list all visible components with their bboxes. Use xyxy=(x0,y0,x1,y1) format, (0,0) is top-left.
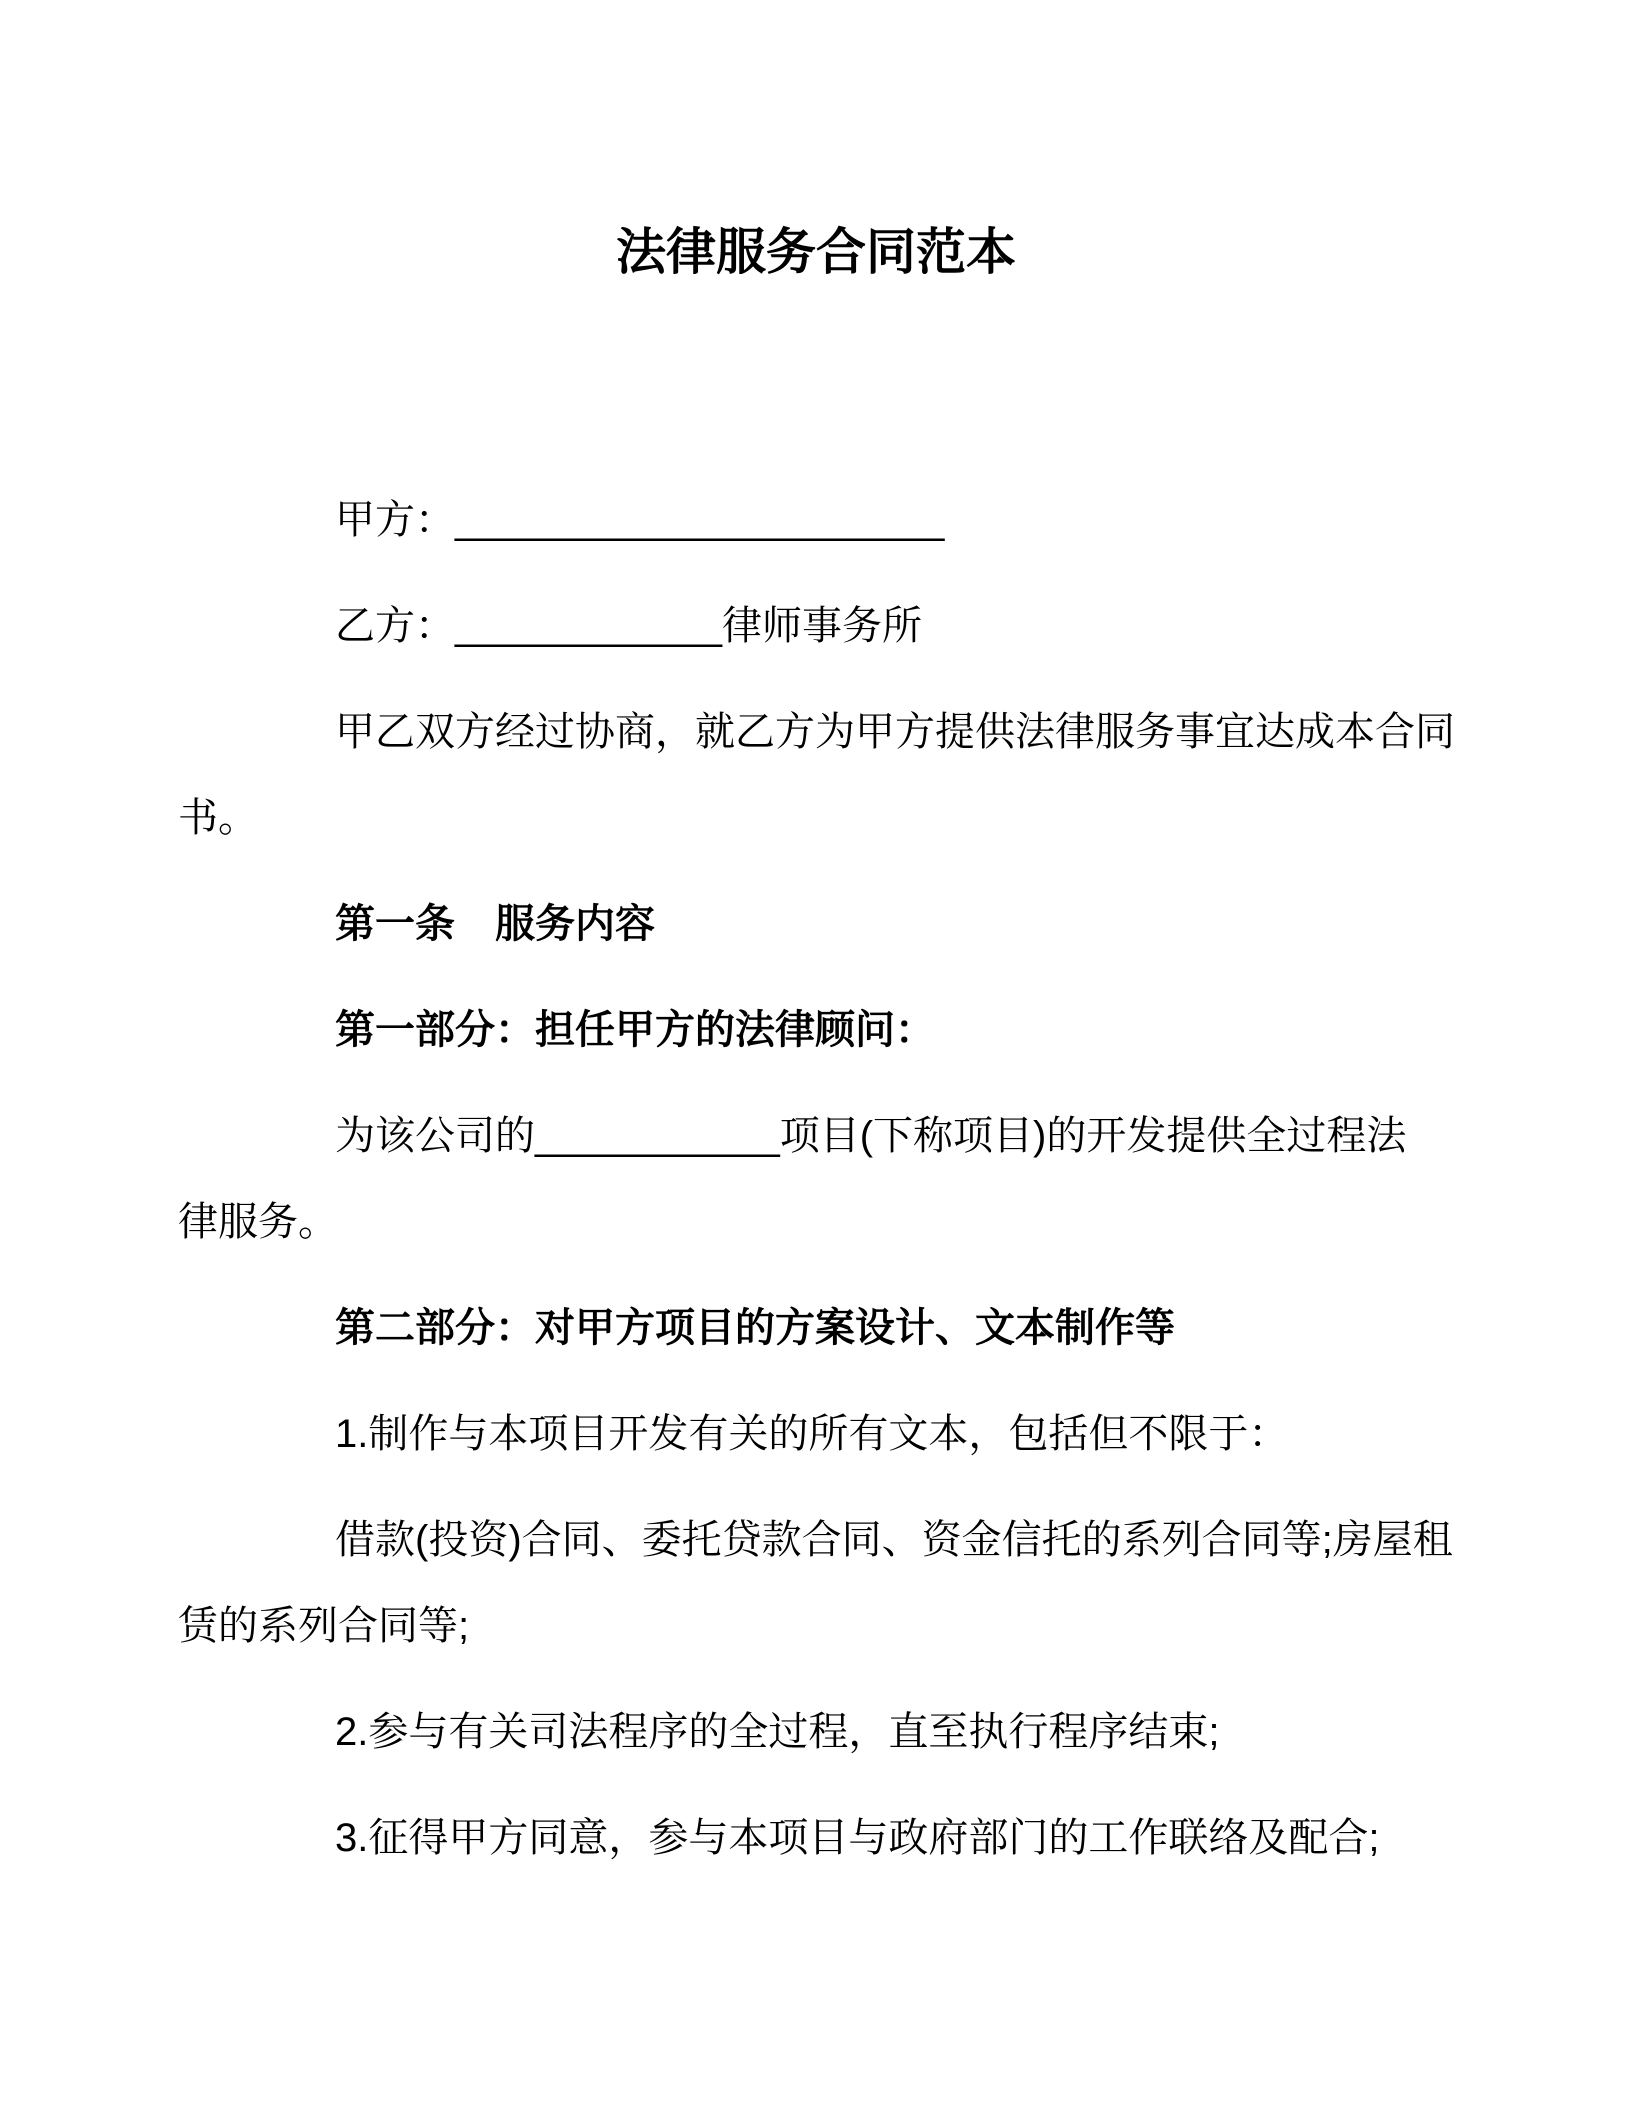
item-1-detail-paragraph xyxy=(178,1497,1454,1669)
part-1-body-line-1: 为该公司的___________项目(下称项目)的开发提供全过程法 xyxy=(335,1114,1407,1158)
item-1-paragraph xyxy=(178,1391,1454,1477)
document-body xyxy=(178,477,1454,1881)
part-1-body-paragraph xyxy=(178,1093,1454,1265)
item-2-paragraph xyxy=(178,1689,1454,1775)
party-b-blank-line: 乙方：____________律师事务所 xyxy=(335,604,922,648)
party-b-paragraph xyxy=(178,583,1454,669)
part-2-heading xyxy=(178,1285,1454,1371)
part-1-heading-text: 第一部分：担任甲方的法律顾问： xyxy=(335,1008,935,1052)
article-1-heading-text: 第一条 服务内容 xyxy=(335,902,655,946)
part-1-heading xyxy=(178,987,1454,1073)
part-2-heading-text: 第二部分：对甲方项目的方案设计、文本制作等 xyxy=(335,1306,1175,1350)
item-2-text: 2.参与有关司法程序的全过程，直至执行程序结束; xyxy=(335,1710,1220,1754)
item-1-text: 1.制作与本项目开发有关的所有文本，包括但不限于： xyxy=(335,1412,1289,1456)
intro-line-1: 甲乙双方经过协商，就乙方为甲方提供法律服务事宜达成本合同 xyxy=(335,710,1455,754)
item-3-paragraph xyxy=(178,1795,1454,1881)
intro-paragraph xyxy=(178,689,1454,861)
party-a-paragraph xyxy=(178,477,1454,563)
party-a-blank-line: 甲方：______________________ xyxy=(335,498,945,542)
article-1-heading xyxy=(178,881,1454,967)
part-1-body-line-2: 律服务。 xyxy=(178,1200,338,1244)
intro-line-2: 书。 xyxy=(178,796,258,840)
item-1-detail-line-2: 赁的系列合同等; xyxy=(178,1604,470,1648)
document-title: 法律服务合同范本 xyxy=(616,224,1016,280)
item-1-detail-line-1: 借款(投资)合同、委托贷款合同、资金信托的系列合同等;房屋租 xyxy=(335,1518,1453,1562)
item-3-text: 3.征得甲方同意，参与本项目与政府部门的工作联络及配合; xyxy=(335,1816,1380,1860)
